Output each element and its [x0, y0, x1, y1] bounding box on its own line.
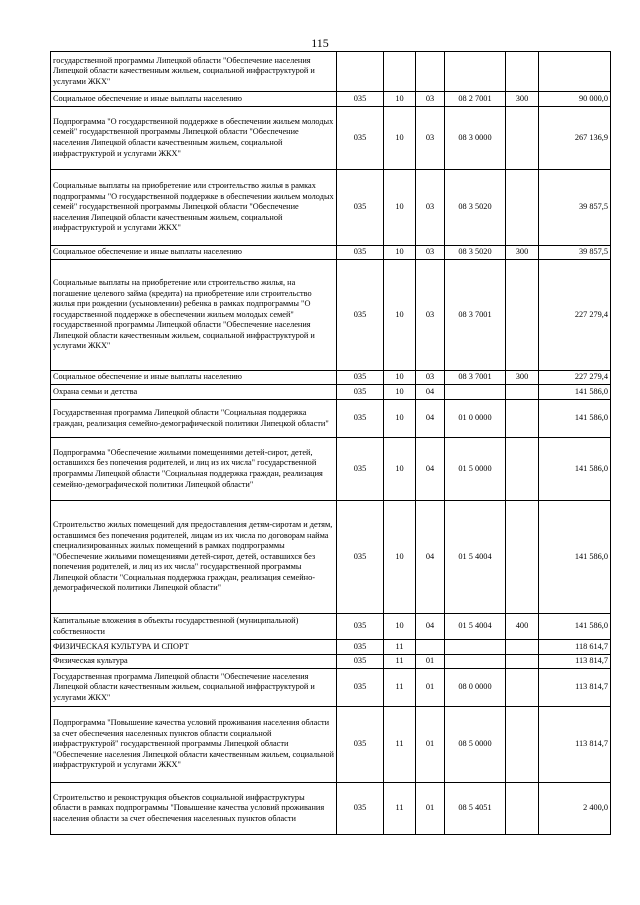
- section-code-cell: 11: [384, 640, 416, 655]
- expense-type-cell: [506, 52, 539, 92]
- target-article-cell: [445, 52, 506, 92]
- target-article-cell: 08 3 7001: [445, 371, 506, 385]
- target-article-cell: 01 0 0000: [445, 400, 506, 438]
- table-row: [51, 438, 611, 501]
- row-name-cell: государственной программы Липецкой области "Обеспечение населения Липецкой области качественным жильем, социальной инфраструктурой и услугами ЖКХ": [51, 52, 337, 92]
- section-code-cell: 11: [384, 783, 416, 835]
- expense-type-cell: [506, 501, 539, 614]
- target-article-cell: 08 5 4051: [445, 783, 506, 835]
- subsection-code-cell: 03: [416, 92, 445, 107]
- target-article-cell: 08 3 5020: [445, 246, 506, 260]
- expense-type-cell: 300: [506, 371, 539, 385]
- expense-type-cell: 400: [506, 614, 539, 640]
- amount-cell: 141 586,0: [539, 438, 611, 501]
- row-name-cell: Социальные выплаты на приобретение или строительство жилья, на погашение целевого займа (кредита) на приобретение или строительство жилья при рождении (усыновлении) ребенка в рамках подпрограммы "О государственной поддержке в обеспечении жильем молодых семей" государственной программы Липецкой области "Обеспечение населения Липецкой области качественным жильем, социальной инфраструктурой и услугами ЖКХ": [51, 260, 337, 371]
- section-code-cell: 10: [384, 501, 416, 614]
- target-article-cell: 01 5 0000: [445, 438, 506, 501]
- row-name-cell: ФИЗИЧЕСКАЯ КУЛЬТУРА И СПОРТ: [51, 640, 337, 655]
- subsection-code-cell: 04: [416, 501, 445, 614]
- table-row: [51, 371, 611, 385]
- table-row: [51, 52, 611, 92]
- expense-type-cell: [506, 669, 539, 707]
- row-name-cell: Подпрограмма "Обеспечение жильими помещениями детей-сирот, детей, оставшихся без попечения родителей, и лиц из их числа" государственной программы Липецкой области "Социальная поддержка граждан, реализация семейно-демографической политики Липецкой области": [51, 438, 337, 501]
- target-article-cell: 08 0 0000: [445, 669, 506, 707]
- admin-code-cell: 035: [337, 640, 384, 655]
- admin-code-cell: 035: [337, 669, 384, 707]
- admin-code-cell: 035: [337, 707, 384, 783]
- section-code-cell: 11: [384, 669, 416, 707]
- target-article-cell: 08 3 7001: [445, 260, 506, 371]
- row-name-cell: Физическая культура: [51, 655, 337, 669]
- amount-cell: 267 136,9: [539, 107, 611, 170]
- admin-code-cell: 035: [337, 783, 384, 835]
- subsection-code-cell: 04: [416, 385, 445, 400]
- target-article-cell: [445, 385, 506, 400]
- target-article-cell: [445, 655, 506, 669]
- admin-code-cell: 035: [337, 246, 384, 260]
- target-article-cell: 01 5 4004: [445, 614, 506, 640]
- table-row: [51, 400, 611, 438]
- amount-cell: 141 586,0: [539, 614, 611, 640]
- section-code-cell: 10: [384, 246, 416, 260]
- section-code-cell: 11: [384, 655, 416, 669]
- section-code-cell: 10: [384, 614, 416, 640]
- table-row: [51, 92, 611, 107]
- subsection-code-cell: 01: [416, 669, 445, 707]
- row-name-cell: Строительство и реконструкция объектов социальной инфраструктуры области в рамках подпрограммы "Повышение качества условий проживания населения области за счет обеспечения населенных пунктов области: [51, 783, 337, 835]
- row-name-cell: Капитальные вложения в объекты государственной (муниципальной) собственности: [51, 614, 337, 640]
- table-row: [51, 614, 611, 640]
- table-body: [51, 52, 611, 835]
- expense-type-cell: [506, 170, 539, 246]
- admin-code-cell: 035: [337, 170, 384, 246]
- target-article-cell: 08 2 7001: [445, 92, 506, 107]
- row-name-cell: Подпрограмма "Повышение качества условий проживания населения области за счет обеспечения населенных пунктов области социальной инфраструктурой" государственной программы Липецкой области "Обеспечение населения Липецкой области качественным жильем, социальной инфраструктурой и услугами ЖКХ": [51, 707, 337, 783]
- table-row: [51, 385, 611, 400]
- subsection-code-cell: 03: [416, 246, 445, 260]
- admin-code-cell: 035: [337, 92, 384, 107]
- expense-type-cell: 300: [506, 92, 539, 107]
- admin-code-cell: 035: [337, 260, 384, 371]
- amount-cell: 141 586,0: [539, 385, 611, 400]
- subsection-code-cell: 03: [416, 371, 445, 385]
- section-code-cell: 10: [384, 371, 416, 385]
- section-code-cell: [384, 52, 416, 92]
- target-article-cell: 01 5 4004: [445, 501, 506, 614]
- amount-cell: 39 857,5: [539, 246, 611, 260]
- table-row: [51, 640, 611, 655]
- expense-type-cell: [506, 385, 539, 400]
- subsection-code-cell: [416, 640, 445, 655]
- expense-type-cell: [506, 783, 539, 835]
- amount-cell: 141 586,0: [539, 501, 611, 614]
- row-name-cell: Государственная программа Липецкой области "Социальная поддержка граждан, реализация семейно-демографической политики Липецкой области": [51, 400, 337, 438]
- target-article-cell: [445, 640, 506, 655]
- admin-code-cell: 035: [337, 501, 384, 614]
- expense-type-cell: [506, 107, 539, 170]
- row-name-cell: Социальное обеспечение и иные выплаты населению: [51, 92, 337, 107]
- subsection-code-cell: 04: [416, 614, 445, 640]
- row-name-cell: Государственная программа Липецкой области "Обеспечение населения Липецкой области качественным жильем, социальной инфраструктурой и услугами ЖКХ": [51, 669, 337, 707]
- page-number: 115: [311, 36, 329, 50]
- subsection-code-cell: 03: [416, 170, 445, 246]
- target-article-cell: 08 3 5020: [445, 170, 506, 246]
- amount-cell: 141 586,0: [539, 400, 611, 438]
- table-row: [51, 707, 611, 783]
- amount-cell: 227 279,4: [539, 371, 611, 385]
- row-name-cell: Подпрограмма "О государственной поддержке в обеспечении жильем молодых семей" государственной программы Липецкой области "Обеспечение населения Липецкой области качественным жильем, социальной инфраструктурой и услугами ЖКХ": [51, 107, 337, 170]
- admin-code-cell: 035: [337, 371, 384, 385]
- row-name-cell: Социальные выплаты на приобретение или строительство жилья в рамках подпрограммы "О государственной поддержке в обеспечении жильем молодых семей" государственной программы Липецкой области "Обеспечение населения Липецкой области качественным жильем, социальной инфраструктурой и услугами ЖКХ": [51, 170, 337, 246]
- row-name-cell: Строительство жилых помещений для предоставления детям-сиротам и детям, оставшимся без попечения родителей, лицам из их числа по договорам найма специализированных жилых помещений в рамках подпрограммы "Обеспечение жильими помещениями детей-сирот, детей, оставшихся без попечения родителей, и лиц из их числа" государственной программы Липецкой области "Социальная поддержка граждан, реализация семейно-демографической политики Липецкой области": [51, 501, 337, 614]
- subsection-code-cell: 04: [416, 438, 445, 501]
- section-code-cell: 11: [384, 707, 416, 783]
- amount-cell: 227 279,4: [539, 260, 611, 371]
- subsection-code-cell: 01: [416, 783, 445, 835]
- expense-type-cell: [506, 655, 539, 669]
- admin-code-cell: [337, 52, 384, 92]
- section-code-cell: 10: [384, 170, 416, 246]
- target-article-cell: 08 5 0000: [445, 707, 506, 783]
- amount-cell: 90 000,0: [539, 92, 611, 107]
- admin-code-cell: 035: [337, 438, 384, 501]
- subsection-code-cell: 04: [416, 400, 445, 438]
- expense-type-cell: [506, 260, 539, 371]
- amount-cell: 113 814,7: [539, 669, 611, 707]
- row-name-cell: Охрана семьи и детства: [51, 385, 337, 400]
- subsection-code-cell: 03: [416, 107, 445, 170]
- budget-table: [50, 51, 611, 835]
- expense-type-cell: [506, 400, 539, 438]
- admin-code-cell: 035: [337, 385, 384, 400]
- table-row: [51, 783, 611, 835]
- table-row: [51, 246, 611, 260]
- row-name-cell: Социальное обеспечение и иные выплаты населению: [51, 371, 337, 385]
- amount-cell: 113 814,7: [539, 707, 611, 783]
- admin-code-cell: 035: [337, 107, 384, 170]
- expense-type-cell: 300: [506, 246, 539, 260]
- admin-code-cell: 035: [337, 614, 384, 640]
- table-row: [51, 260, 611, 371]
- amount-cell: [539, 52, 611, 92]
- admin-code-cell: 035: [337, 655, 384, 669]
- amount-cell: 118 614,7: [539, 640, 611, 655]
- table-row: [51, 655, 611, 669]
- subsection-code-cell: 03: [416, 260, 445, 371]
- section-code-cell: 10: [384, 385, 416, 400]
- section-code-cell: 10: [384, 438, 416, 501]
- table-row: [51, 170, 611, 246]
- admin-code-cell: 035: [337, 400, 384, 438]
- target-article-cell: 08 3 0000: [445, 107, 506, 170]
- expense-type-cell: [506, 640, 539, 655]
- amount-cell: 113 814,7: [539, 655, 611, 669]
- row-name-cell: Социальное обеспечение и иные выплаты населению: [51, 246, 337, 260]
- subsection-code-cell: 01: [416, 655, 445, 669]
- section-code-cell: 10: [384, 400, 416, 438]
- section-code-cell: 10: [384, 107, 416, 170]
- amount-cell: 2 400,0: [539, 783, 611, 835]
- amount-cell: 39 857,5: [539, 170, 611, 246]
- table-row: [51, 107, 611, 170]
- section-code-cell: 10: [384, 260, 416, 371]
- table-row: [51, 501, 611, 614]
- expense-type-cell: [506, 707, 539, 783]
- section-code-cell: 10: [384, 92, 416, 107]
- subsection-code-cell: 01: [416, 707, 445, 783]
- table-row: [51, 669, 611, 707]
- expense-type-cell: [506, 438, 539, 501]
- subsection-code-cell: [416, 52, 445, 92]
